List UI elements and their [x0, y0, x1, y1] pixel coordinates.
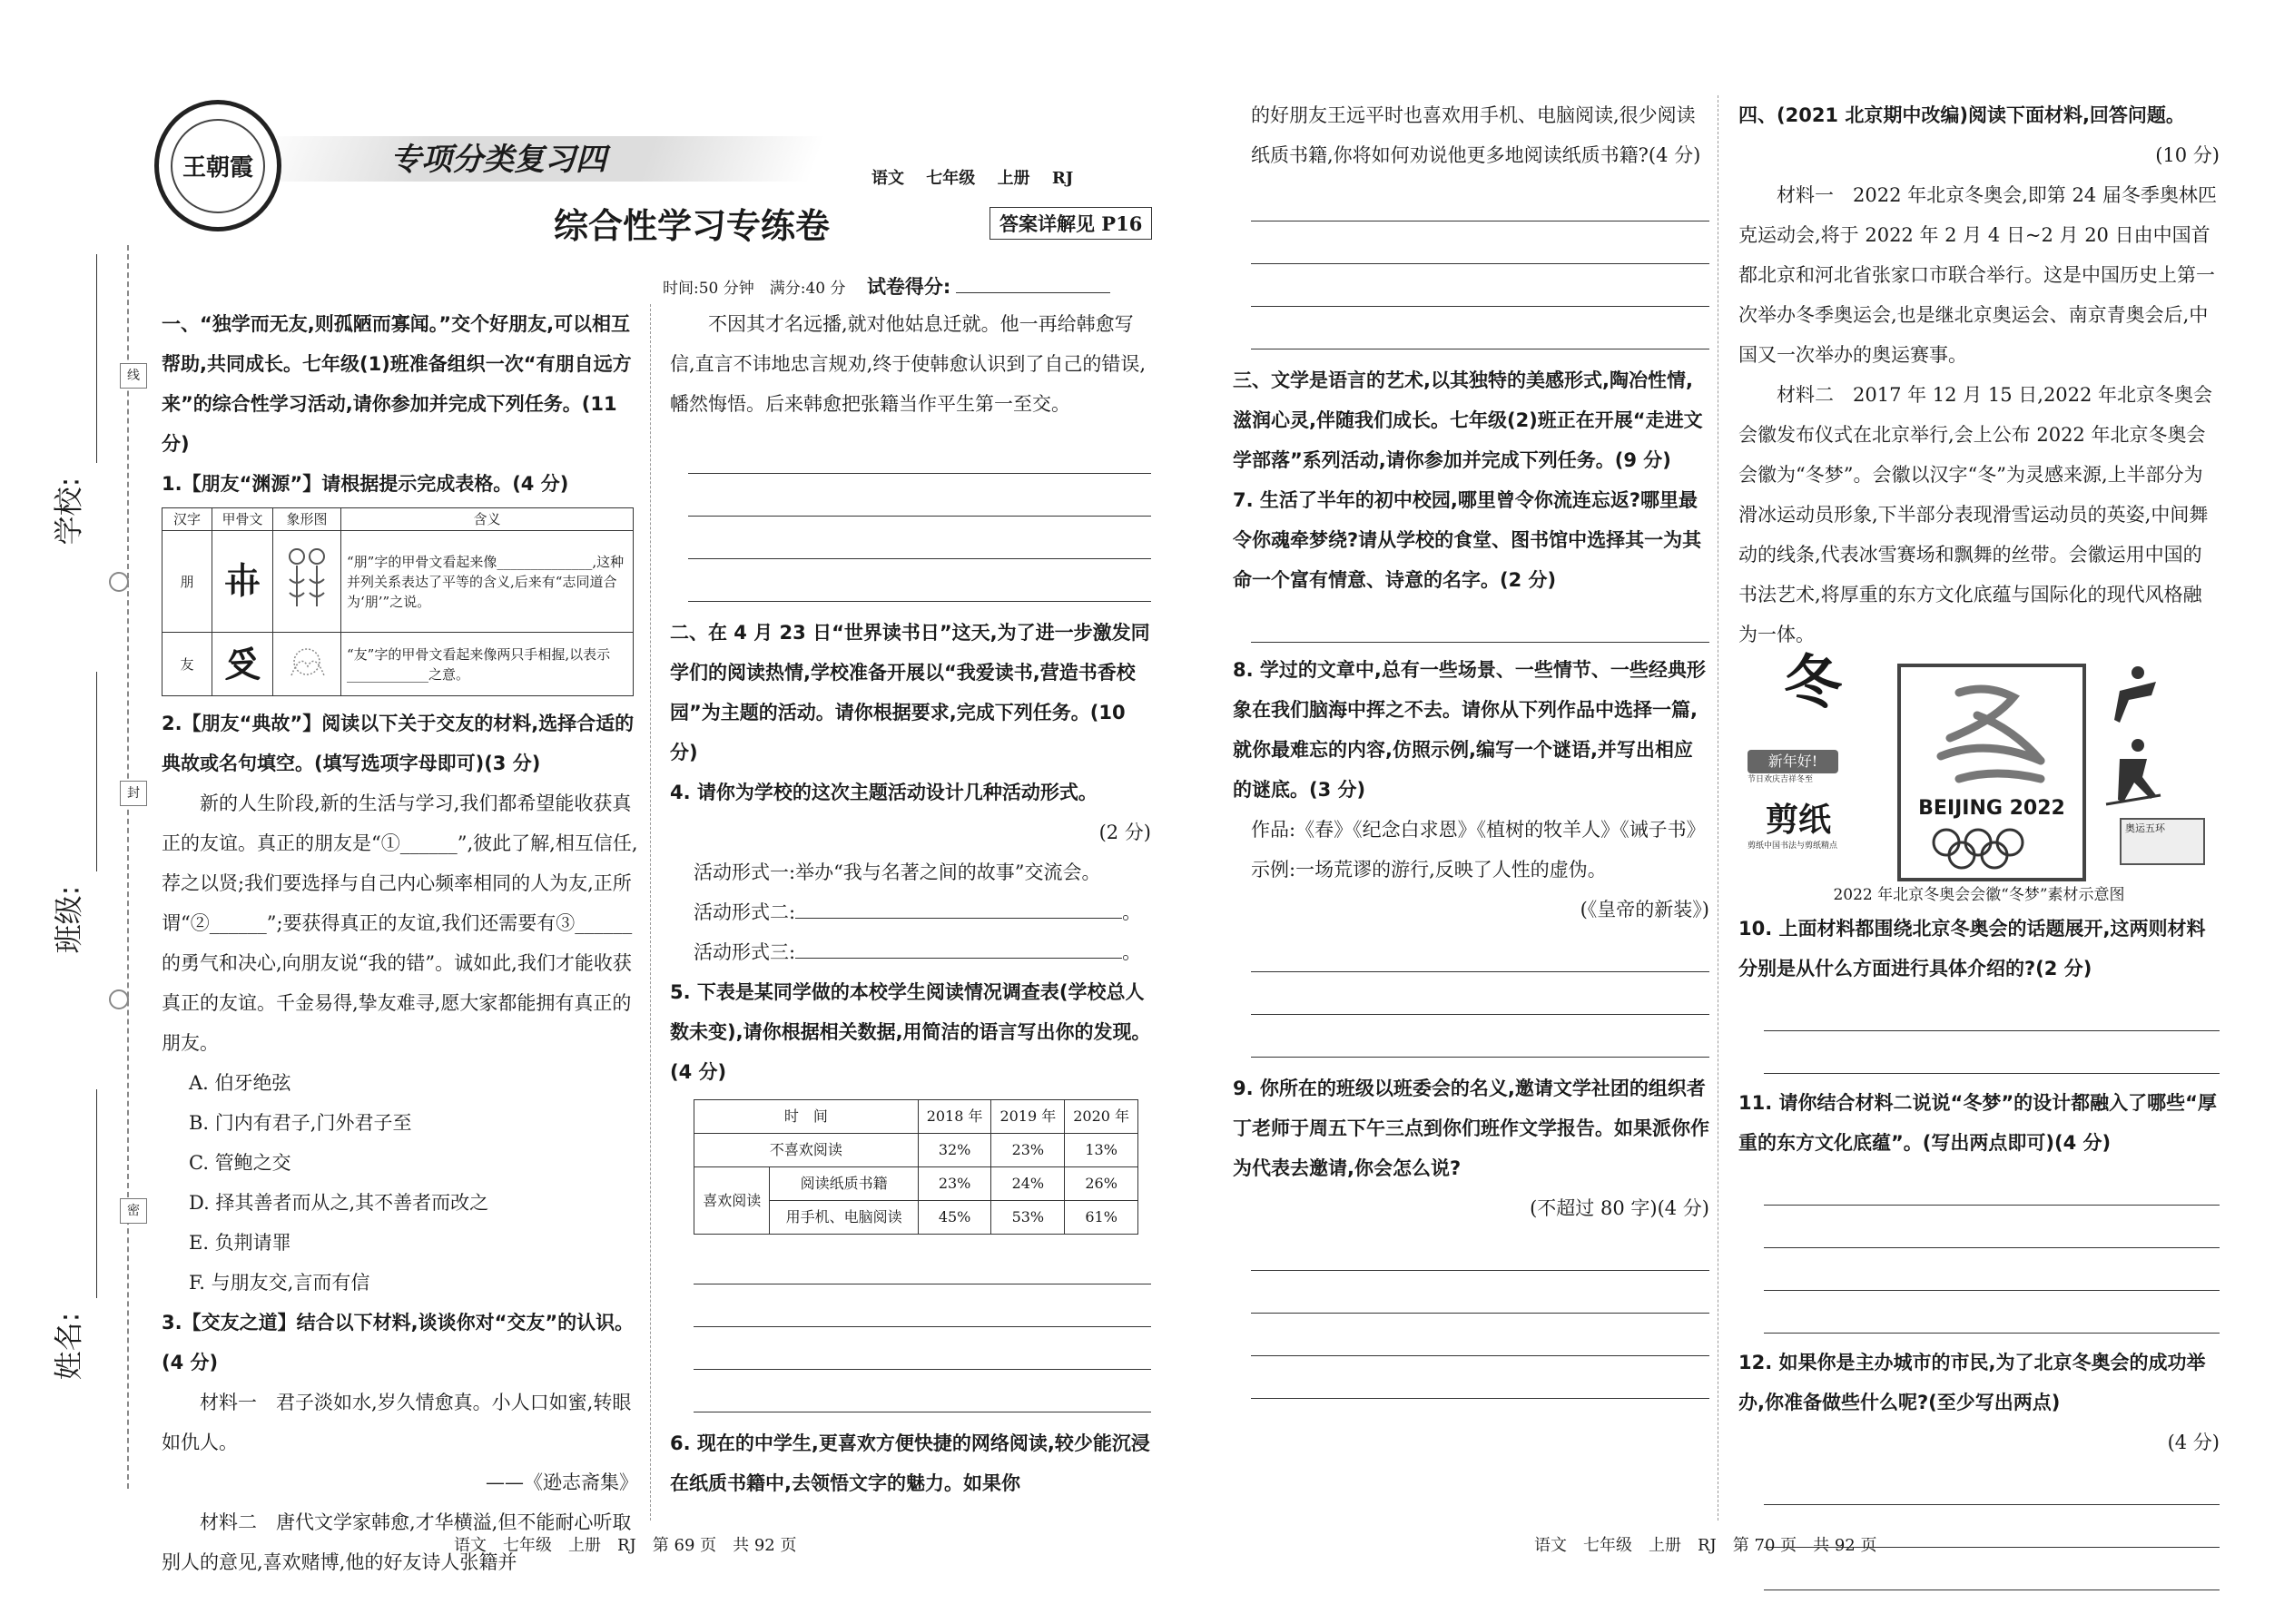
- th-year-2020: 2020 年: [1065, 1100, 1138, 1134]
- activity-1: 活动形式一:举办“我与名著之间的故事”交流会。: [694, 861, 1101, 883]
- q3-material-1: 材料一 君子淡如水,岁久情愈真。小人口如蜜,转眼如仇人。: [162, 1392, 632, 1453]
- option-d: D. 择其善者而从之,其不善者而改之: [189, 1192, 489, 1214]
- emblem-figure: [1738, 649, 2220, 881]
- fig-emblem-box: [1897, 664, 2086, 881]
- question-6-cont: 的好朋友王远平时也喜欢用手机、电脑阅读,很少阅读纸质书籍,你将如何劝说他更多地阅读纸质书籍?(4 分): [1251, 104, 1701, 166]
- fold-mark-secret: 密: [120, 1198, 147, 1224]
- name-field[interactable]: [51, 1071, 105, 1434]
- activity-2-row: 活动形式二: 。: [694, 901, 1142, 923]
- q3-material-2: 材料二 唐代文学家韩愈,才华横溢,但不能耐心听取别人的意见,喜欢赌博,他的好友诗人张籍并: [162, 1511, 632, 1573]
- cell-phone-2018: 45%: [918, 1201, 991, 1235]
- option-b: B. 门内有君子,门外君子至: [189, 1112, 412, 1134]
- pictograph-peng: [273, 531, 341, 633]
- column-divider: [650, 304, 651, 1521]
- question-4-points: (2 分): [1098, 822, 1151, 843]
- name-label: 姓名:: [51, 1312, 86, 1381]
- logo-text: 王朝霞: [182, 154, 253, 182]
- q4-material-2: 材料二 2017 年 12 月 15 日,2022 年北京冬奥会会徽发布仪式在北京举行,会上公布 2022 年北京冬奥会会徽为“冬梦”。会徽以汉字“冬”为灵感来源,上半部分为滑冰运动员形象,下半部分表现滑雪运动员的英姿,中间舞动的线条,代表冰雪赛场和飘舞的丝带。会徽运用中国的书法艺术,将厚重的东方文化底蕴与国际化的现代风格融为一体。: [1738, 384, 2213, 645]
- class-underline: [96, 672, 97, 871]
- column-4: [1738, 95, 2220, 1590]
- question-11: 11. 请你结合材料二说说“冬梦”的设计都融入了哪些“厚重的东方文化底蕴”。(写出两点即可)(4 分): [1738, 1092, 2217, 1154]
- q10-answer-area[interactable]: [1764, 989, 2220, 1074]
- tag-grade: 七年级: [926, 169, 976, 188]
- cell-phone-2019: 53%: [991, 1201, 1065, 1235]
- question-5: 5. 下表是某同学做的本校学生阅读情况调查表(学校总人数未变),请你根据相关数据,用简洁的语言写出你的发现。(4 分): [670, 981, 1151, 1083]
- section-3-heading: 三、文学是语言的艺术,以其独特的美感形式,陶冶性情,滋润心灵,伴随我们成长。七年级(2)班正在开展“走进文学部落”系列活动,请你参加并完成下列任务。(9 分): [1233, 369, 1703, 471]
- time-score-text: 时间:50 分钟 满分:40 分: [663, 280, 846, 298]
- cell-phone-2020: 61%: [1065, 1201, 1138, 1235]
- th-meaning: 含义: [341, 508, 634, 531]
- question-12-points: (4 分): [2167, 1432, 2220, 1453]
- fig-book-title: 奥运五环: [2125, 822, 2165, 834]
- series-title: 专项分类复习四: [390, 142, 606, 178]
- row-dislike-label: 不喜欢阅读: [694, 1134, 919, 1167]
- column-1: [162, 304, 638, 1582]
- q8-example-answer: (《皇帝的新装》): [1580, 899, 1709, 920]
- question-9: 9. 你所在的班级以班委会的名义,邀请文学社团的组织者丁老师于周五下午三点到你们班作文学报告。如果派你作为代表去邀请,你会怎么说?: [1233, 1078, 1709, 1179]
- th-time: 时 间: [694, 1100, 919, 1134]
- school-underline: [96, 254, 97, 463]
- skater-icon: [2111, 664, 2165, 727]
- page-title: 综合性学习专练卷: [554, 206, 831, 246]
- header-banner: [154, 100, 1171, 281]
- section-1-heading: 一、“独学而无友,则孤陋而寡闻。”交个好朋友,可以相互帮助,共同成长。七年级(1)班准备组织一次“有朋自远方来”的综合性学习活动,请你参加并完成下列任务。(11 分): [162, 313, 632, 455]
- emblem-dong-icon: [1905, 674, 2077, 792]
- q8-example: 示例:一场荒谬的游行,反映了人性的虚伪。: [1251, 859, 1607, 881]
- q6-answer-area[interactable]: [1251, 179, 1709, 349]
- cell-meaning-you[interactable]: “友”字的甲骨文看起来像两只手相握,以表示____________之意。: [341, 633, 634, 696]
- fig-newyear-card: [1748, 750, 1893, 786]
- cell-paper-2018: 23%: [918, 1167, 991, 1201]
- fig-beijing-text: BEIJING 2022: [1918, 797, 2065, 820]
- activity-2-label: 活动形式二:: [694, 901, 796, 923]
- cell-dislike-2020: 13%: [1065, 1134, 1138, 1167]
- skier-icon: [2102, 736, 2165, 809]
- q8-answer-area[interactable]: [1251, 930, 1709, 1058]
- cell-char-you: 友: [162, 633, 212, 696]
- tag-volume: 上册: [997, 169, 1030, 188]
- publisher-logo: [154, 100, 281, 231]
- fig-newyear-sub: 节日欢庆吉祥冬至: [1748, 775, 1814, 784]
- row-paper-label: 阅读纸质书籍: [770, 1167, 918, 1201]
- class-label: 班级:: [51, 885, 86, 954]
- column-2: [670, 304, 1151, 1503]
- option-f: F. 与朋友交,言而有信: [189, 1272, 370, 1294]
- th-pictograph: 象形图: [273, 508, 341, 531]
- question-2-passage: 新的人生阶段,新的生活与学习,我们都希望能收获真正的友谊。真正的朋友是“①______”,彼此了解,相互信任,荐之以贤;我们要选择与自己内心频率相同的人为友,正所谓“②______”;要获得真正的友谊,我们还需要有③______ 的勇气和决心,向朋友说“我的错”。诚如此,我们才能收获真正的友谊。千金易得,挚友难寻,愿大家都能拥有真正的朋友。: [162, 792, 638, 1054]
- olympic-rings-icon: [1924, 826, 2060, 871]
- question-4: 4. 请你为学校的这次主题活动设计几种活动形式。: [670, 782, 1098, 803]
- binding-hole: [109, 572, 129, 592]
- score-blank[interactable]: [956, 292, 1110, 293]
- tag-subject: 语文: [871, 169, 904, 188]
- activity-2-blank[interactable]: [795, 918, 1122, 919]
- fig-book: [2120, 818, 2205, 865]
- q9-answer-area[interactable]: [1251, 1228, 1709, 1399]
- activity-3-row: 活动形式三: 。: [694, 941, 1142, 963]
- group-like-label: 喜欢阅读: [694, 1167, 770, 1235]
- class-field[interactable]: [51, 654, 105, 1017]
- cell-paper-2020: 26%: [1065, 1167, 1138, 1201]
- fig-jianzhi-sub: 剪纸中国书法与剪纸精点: [1748, 842, 1838, 851]
- question-8: 8. 学过的文章中,总有一些场景、一些情节、一些经典形象在我们脑海中挥之不去。请你从下列作品中选择一篇,就你最难忘的内容,仿照示例,编写一个谜语,并写出相应的谜底。(3 分): [1233, 659, 1706, 801]
- option-a: A. 伯牙绝弦: [189, 1072, 291, 1094]
- cell-meaning-peng[interactable]: “朋”字的甲骨文看起来像______________,这种并列关系表达了平等的含义,后来有“志同道合为‘朋’”之说。: [341, 531, 634, 633]
- time-score: [663, 272, 1110, 300]
- cell-oracle-you: 𠬪: [212, 633, 273, 696]
- answer-ref-box: [989, 207, 1152, 240]
- q11-answer-area[interactable]: [1764, 1163, 2220, 1334]
- section-4-points: (10 分): [2155, 144, 2220, 166]
- q4-material-1: 材料一 2022 年北京冬奥会,即第 24 届冬季奥林匹克运动会,将于 2022 年 2 月 4 日~2 月 20 日由中国首都北京和河北省张家口市联合举行。这是中国历史上第一次举办冬季奥运会,也是继北京奥运会、南京青奥会后,中国又一次举办的奥运赛事。: [1738, 184, 2217, 366]
- fold-mark-seal: 封: [120, 781, 147, 806]
- q3-answer-area[interactable]: [688, 431, 1151, 602]
- character-table: [162, 507, 634, 696]
- question-12: 12. 如果你是主办城市的市民,为了北京冬奥会的成功举办,你准备做些什么呢?(至少写出两点): [1738, 1352, 2206, 1413]
- name-underline: [96, 1089, 97, 1298]
- question-9-points: (不超过 80 字)(4 分): [1530, 1197, 1709, 1219]
- figure-caption: 2022 年北京冬奥会会徽“冬梦”素材示意图: [1833, 886, 2125, 904]
- question-7: 7. 生活了半年的初中校园,哪里曾令你流连忘返?哪里最令你魂牵梦绕?请从学校的食堂、图书馆中选择其一为其命一个富有情意、诗意的名字。(2 分): [1233, 489, 1702, 591]
- question-3: 3.【交友之道】结合以下材料,谈谈你对“交友”的认识。(4 分): [162, 1312, 635, 1373]
- reading-survey-table: [694, 1099, 1138, 1235]
- question-1: 1.【朋友“渊源”】请根据提示完成表格。(4 分): [162, 473, 569, 495]
- score-label: 试卷得分:: [866, 276, 951, 298]
- cell-dislike-2018: 32%: [918, 1134, 991, 1167]
- footer-left: 语文 七年级 上册 RJ 第 69 页 共 92 页: [454, 1536, 797, 1555]
- q5-answer-area[interactable]: [694, 1242, 1151, 1412]
- q3-material-2-cont: 不因其才名远播,就对他姑息迁就。他一再给韩愈写信,直言不讳地忠言规劝,终于使韩愈认识到了自己的错误,幡然悔悟。后来韩愈把张籍当作平生第一至交。: [670, 313, 1147, 415]
- answer-ref: 答案详解见 P16: [999, 212, 1143, 235]
- fig-dong-calligraphy: 冬: [1784, 649, 1842, 717]
- section-2-heading: 二、在 4 月 23 日“世界读书日”这天,为了进一步激发同学们的阅读热情,学校准备开展以“我爱读书,营造书香校园”为主题的活动。请你根据要求,完成下列任务。(10 分): [670, 622, 1150, 763]
- section-4-heading: 四、(2021 北京期中改编)阅读下面材料,回答问题。: [1738, 104, 2185, 126]
- row-phone-label: 用手机、电脑阅读: [770, 1201, 918, 1235]
- question-10: 10. 上面材料都围绕北京冬奥会的话题展开,这两则材料分别是从什么方面进行具体介绍的?(2 分): [1738, 918, 2206, 979]
- q3-material-1-source: ——《逊志斋集》: [486, 1471, 638, 1493]
- column-3: [1233, 95, 1709, 1399]
- th-oracle: 甲骨文: [212, 508, 273, 531]
- binding-hole: [109, 989, 129, 1009]
- q12-answer-area[interactable]: [1764, 1462, 2220, 1590]
- fold-mark-line: 线: [120, 363, 147, 389]
- th-year-2019: 2019 年: [991, 1100, 1065, 1134]
- q7-answer-area[interactable]: [1251, 600, 1709, 643]
- th-year-2018: 2018 年: [918, 1100, 991, 1134]
- pictograph-you: [273, 633, 341, 696]
- tag-edition: RJ: [1051, 169, 1074, 188]
- cell-paper-2019: 24%: [991, 1167, 1065, 1201]
- q8-works: 作品:《春》《纪念白求恩》《植树的牧羊人》《诫子书》: [1251, 819, 1706, 841]
- binding-line: [127, 245, 129, 1489]
- question-2: 2.【朋友“典故”】阅读以下关于交友的材料,选择合适的典故或名句填空。(填写选项字母即可)(3 分): [162, 713, 635, 774]
- cell-char-peng: 朋: [162, 531, 212, 633]
- fig-jianzhi: 剪纸: [1766, 801, 1832, 839]
- footer-right: 语文 七年级 上册 RJ 第 70 页 共 92 页: [1534, 1536, 1877, 1555]
- meta-tags: [871, 165, 1073, 189]
- option-e: E. 负荆请罪: [189, 1232, 291, 1254]
- fig-newyear-text: 新年好!: [1748, 750, 1838, 773]
- cell-dislike-2019: 23%: [991, 1134, 1065, 1167]
- question-6: 6. 现在的中学生,更喜欢方便快捷的网络阅读,较少能沉浸在纸质书籍中,去领悟文字的魅力。如果你: [670, 1432, 1150, 1494]
- activity-3-blank[interactable]: [795, 958, 1122, 959]
- option-c: C. 管鲍之交: [189, 1152, 291, 1174]
- th-char: 汉字: [162, 508, 212, 531]
- activity-3-label: 活动形式三:: [694, 941, 796, 963]
- cell-oracle-peng: 𠦃: [212, 531, 273, 633]
- school-label: 学校:: [51, 477, 86, 546]
- school-field[interactable]: [51, 227, 105, 590]
